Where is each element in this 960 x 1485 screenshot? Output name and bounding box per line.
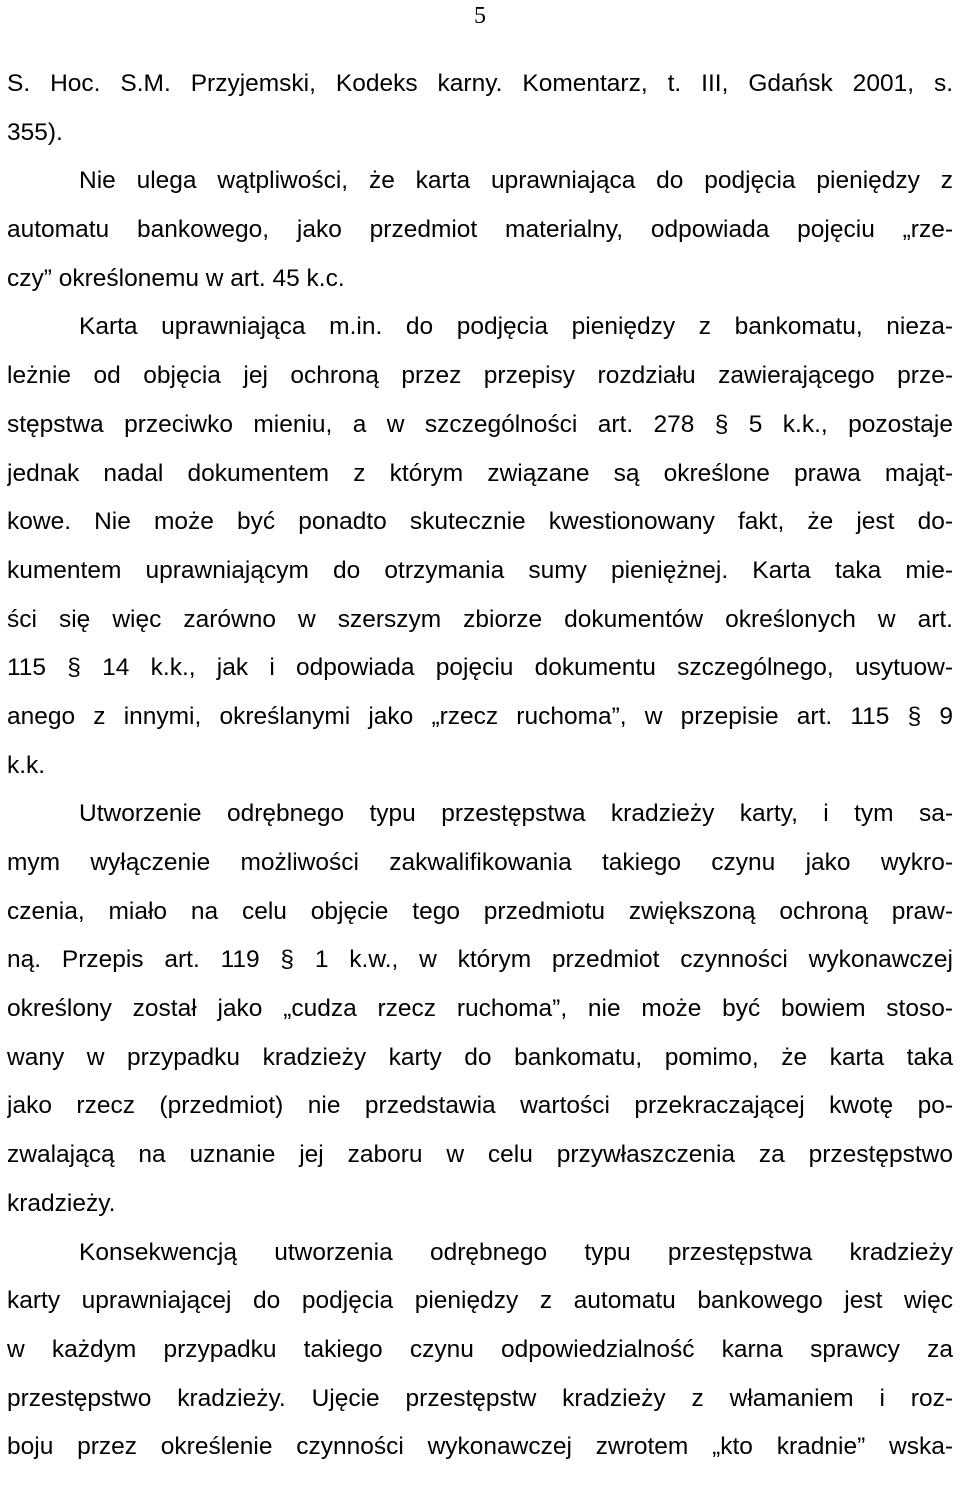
text-line: Konsekwencją utworzenia odrębnego typu przestępstwa kradzieży	[79, 1238, 953, 1266]
text-line: czy” określonemu w art. 45 k.c.	[7, 264, 345, 292]
text-line: 355).	[7, 118, 63, 146]
text-line: określony został jako „cudza rzecz ruchoma”, nie może być bowiem stoso-	[7, 995, 953, 1023]
document-body	[7, 60, 953, 1472]
text-line: k.k.	[7, 751, 46, 779]
text-line: leżnie od objęcia jej ochroną przez przepisy rozdziału zawierającego prze-	[7, 362, 953, 390]
text-line: mym wyłączenie możliwości zakwalifikowania takiego czynu jako wykro-	[7, 849, 953, 876]
text-line: kumentem uprawniającym do otrzymania sumy pieniężnej. Karta taka mie-	[7, 556, 953, 584]
text-line: czenia, miało na celu objęcie tego przedmiotu zwiększoną ochroną praw-	[7, 897, 953, 925]
text-line: ści się więc zarówno w szerszym zbiorze dokumentów określonych w art.	[7, 605, 953, 633]
text-line: jednak nadal dokumentem z którym związane są określone prawa mająt-	[7, 459, 953, 487]
text-line: przestępstwo kradzieży. Ujęcie przestępstw kradzieży z włamaniem i roz-	[7, 1384, 953, 1412]
text-line: 115 § 14 k.k., jak i odpowiada pojęciu dokumentu szczególnego, usytuow-	[7, 654, 953, 682]
text-line: kradzieży.	[7, 1189, 116, 1217]
text-line: Nie ulega wątpliwości, że karta uprawniająca do podjęcia pieniędzy z	[79, 167, 953, 195]
text-line: jako rzecz (przedmiot) nie przedstawia wartości przekraczającej kwotę po-	[7, 1092, 953, 1120]
text-line: boju przez określenie czynności wykonawczej zwrotem „kto kradnie” wska-	[7, 1433, 953, 1461]
page-number: 5	[474, 3, 486, 29]
text-line: wany w przypadku kradzieży karty do bankomatu, pomimo, że karta taka	[7, 1043, 953, 1071]
text-line: kowe. Nie może być ponadto skutecznie kwestionowany fakt, że jest do-	[7, 508, 953, 536]
text-line: Utworzenie odrębnego typu przestępstwa kradzieży karty, i tym sa-	[79, 800, 953, 828]
text-line: automatu bankowego, jako przedmiot materialny, odpowiada pojęciu „rze-	[7, 216, 953, 244]
text-line: w każdym przypadku takiego czynu odpowiedzialność karna sprawcy za	[7, 1335, 953, 1363]
text-line: zwalającą na uznanie jej zaboru w celu przywłaszczenia za przestępstwo	[7, 1141, 953, 1169]
text-line: S. Hoc. S.M. Przyjemski, Kodeks karny. Komentarz, t. III, Gdańsk 2001, s.	[7, 70, 953, 97]
text-line: stępstwa przeciwko mieniu, a w szczególności art. 278 § 5 k.k., pozostaje	[7, 410, 953, 438]
text-line: karty uprawniającej do podjęcia pieniędzy z automatu bankowego jest więc	[7, 1287, 953, 1315]
text-line: ną. Przepis art. 119 § 1 k.w., w którym przedmiot czynności wykonawczej	[7, 946, 953, 974]
text-line: anego z innymi, określanymi jako „rzecz ruchoma”, w przepisie art. 115 § 9	[7, 702, 953, 730]
text-line: Karta uprawniająca m.in. do podjęcia pieniędzy z bankomatu, nieza-	[79, 313, 953, 341]
